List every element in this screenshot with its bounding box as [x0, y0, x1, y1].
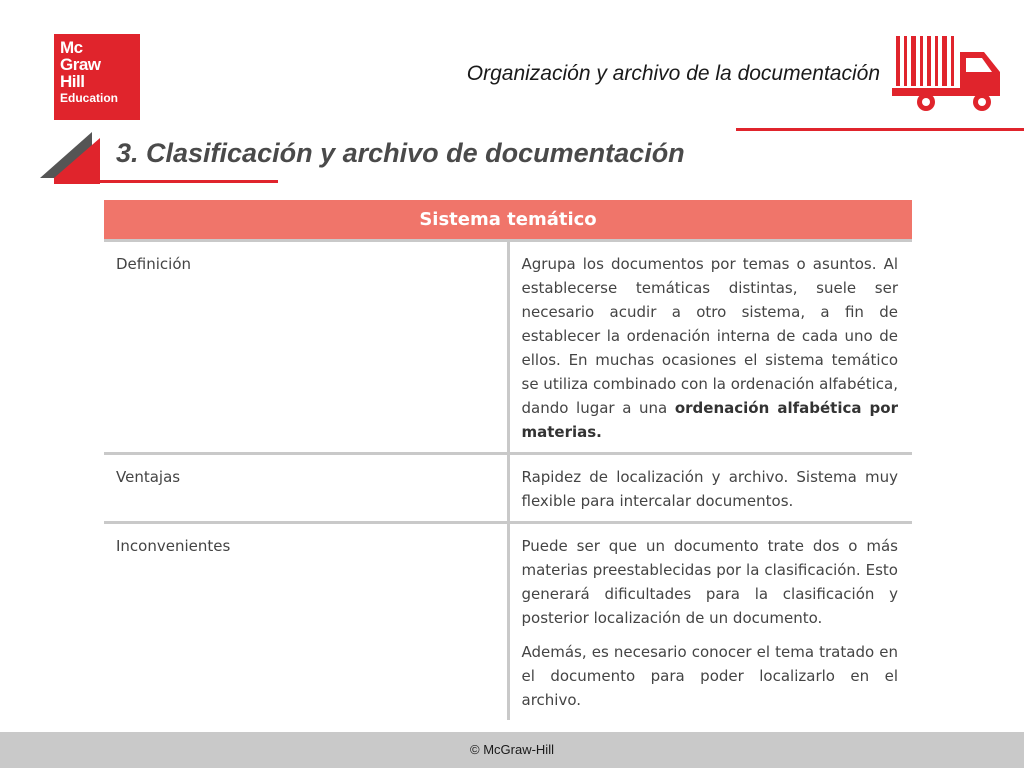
row-label-definicion: Definición [104, 240, 508, 453]
table-row [104, 522, 912, 720]
table-title-row [104, 200, 912, 240]
header-title: Organización y archivo de la documentación [466, 62, 880, 85]
sistema-tematico-table [104, 200, 912, 720]
logo-line-mc: Mc [60, 38, 83, 57]
section-title: 3. Clasificación y archivo de documentación [116, 138, 685, 168]
header-divider [736, 128, 1024, 131]
logo-line-education: Education [60, 91, 119, 105]
definicion-text: Agrupa los documentos por temas o asuntos. Al establecerse temáticas distintas, suele ser necesario acudir a otro sistema, a fin de establecer la ordenación interna de cada uno de ellos. En muchas ocasiones el sistema temático se utiliza combinado con la ordenación alfabética, dando lugar a una [521, 254, 898, 417]
table-row [104, 240, 912, 453]
row-content-inconvenientes [508, 522, 912, 720]
section-marker-icon [40, 132, 106, 184]
footer-copyright: © McGraw-Hill [0, 732, 1024, 768]
table-row [104, 453, 912, 522]
row-label-ventajas: Ventajas [104, 453, 508, 522]
logo-line-hill: Hill [60, 72, 85, 91]
delivery-truck-icon [892, 30, 1008, 114]
section-divider [100, 180, 278, 183]
inconvenientes-paragraph-1: Puede ser que un documento trate dos o más materias preestablecidas por la clasificación. Esto generará dificultades para la clasificación y posterior localización de un documento. [521, 536, 898, 627]
row-content-ventajas: Rapidez de localización y archivo. Sistema muy flexible para intercalar documentos. [521, 467, 898, 510]
row-label-inconvenientes: Inconvenientes [104, 522, 508, 720]
mcgraw-hill-logo [54, 34, 140, 120]
logo-line-graw: Graw [60, 55, 101, 74]
row-content-definicion [508, 240, 912, 453]
inconvenientes-paragraph-2: Además, es necesario conocer el tema tratado en el documento para poder localizarlo en el archivo. [521, 642, 898, 709]
table-title: Sistema temático [419, 208, 597, 230]
definicion-bold-text: ordenación alfabética por materias. [521, 398, 898, 441]
